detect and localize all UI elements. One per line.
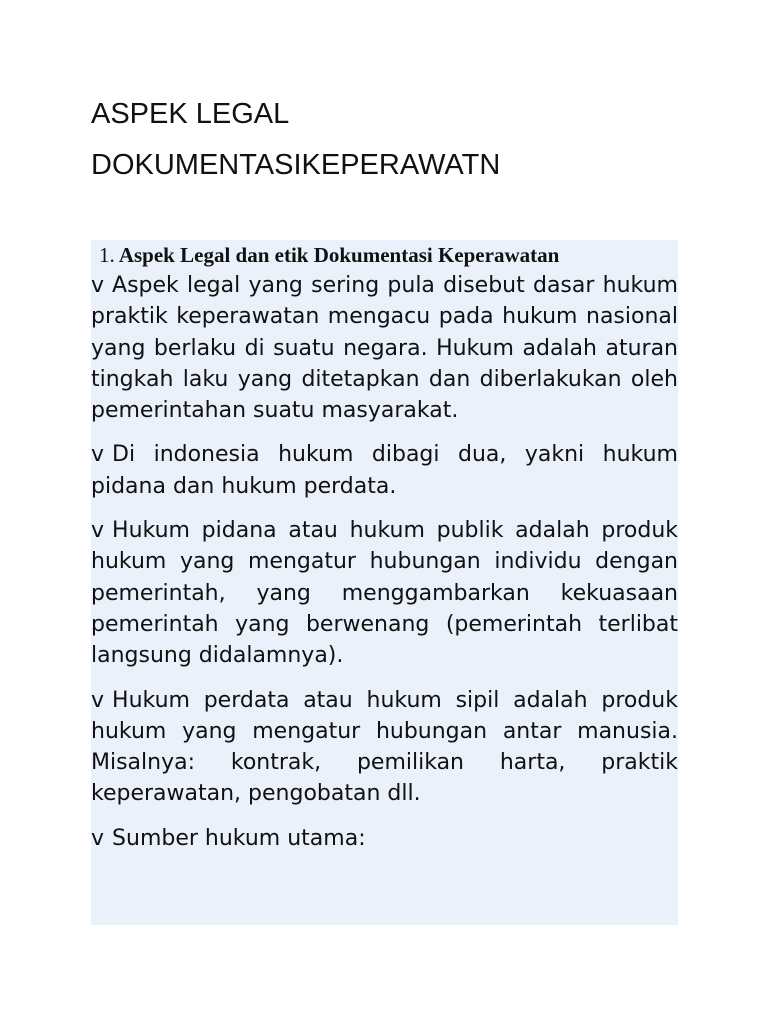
document-title-line-1: ASPEK LEGAL	[91, 98, 290, 130]
bullet-marker: v	[91, 687, 105, 713]
document-title-line-2: DOKUMENTASIKEPERAWATN	[91, 149, 501, 181]
bullet-marker: v	[91, 825, 105, 851]
paragraph-text: Hukum perdata atau hukum sipil adalah produk hukum yang mengatur hubungan antar manusia. Misalnya: kontrak, pemilikan harta, praktik keperawatan, pengobatan dll.	[91, 687, 678, 807]
paragraph-text: Di indonesia hukum dibagi dua, yakni hukum pidana dan hukum perdata.	[91, 442, 678, 499]
bullet-marker: v	[91, 442, 105, 468]
paragraph-criminal-law	[91, 515, 678, 671]
section-heading	[91, 240, 678, 270]
bullet-marker: v	[91, 518, 105, 544]
section-block	[91, 240, 678, 925]
section-heading-text: Aspek Legal dan etik Dokumentasi Keperawatan	[118, 243, 560, 267]
paragraph-law-sources	[91, 823, 678, 854]
paragraph-law-division	[91, 439, 678, 502]
paragraph-text: Aspek legal yang sering pula disebut dasar hukum praktik keperawatan mengacu pada hukum nasional yang berlaku di suatu negara. Hukum adalah aturan tingkah laku yang ditetapkan dan diberlakukan oleh pemerintahan suatu masyarakat.	[91, 273, 678, 424]
bullet-marker: v	[91, 273, 105, 298]
section-number: 1.	[99, 243, 115, 267]
paragraph-legal-aspect	[91, 270, 678, 426]
paragraph-civil-law	[91, 685, 678, 810]
paragraph-text: Hukum pidana atau hukum publik adalah produk hukum yang mengatur hubungan individu dengan pemerintah, yang menggambarkan kekuasaan pemerintah yang berwenang (pemerintah terlibat langsung didalamnya).	[91, 518, 678, 669]
paragraph-text: Sumber hukum utama:	[112, 825, 366, 851]
